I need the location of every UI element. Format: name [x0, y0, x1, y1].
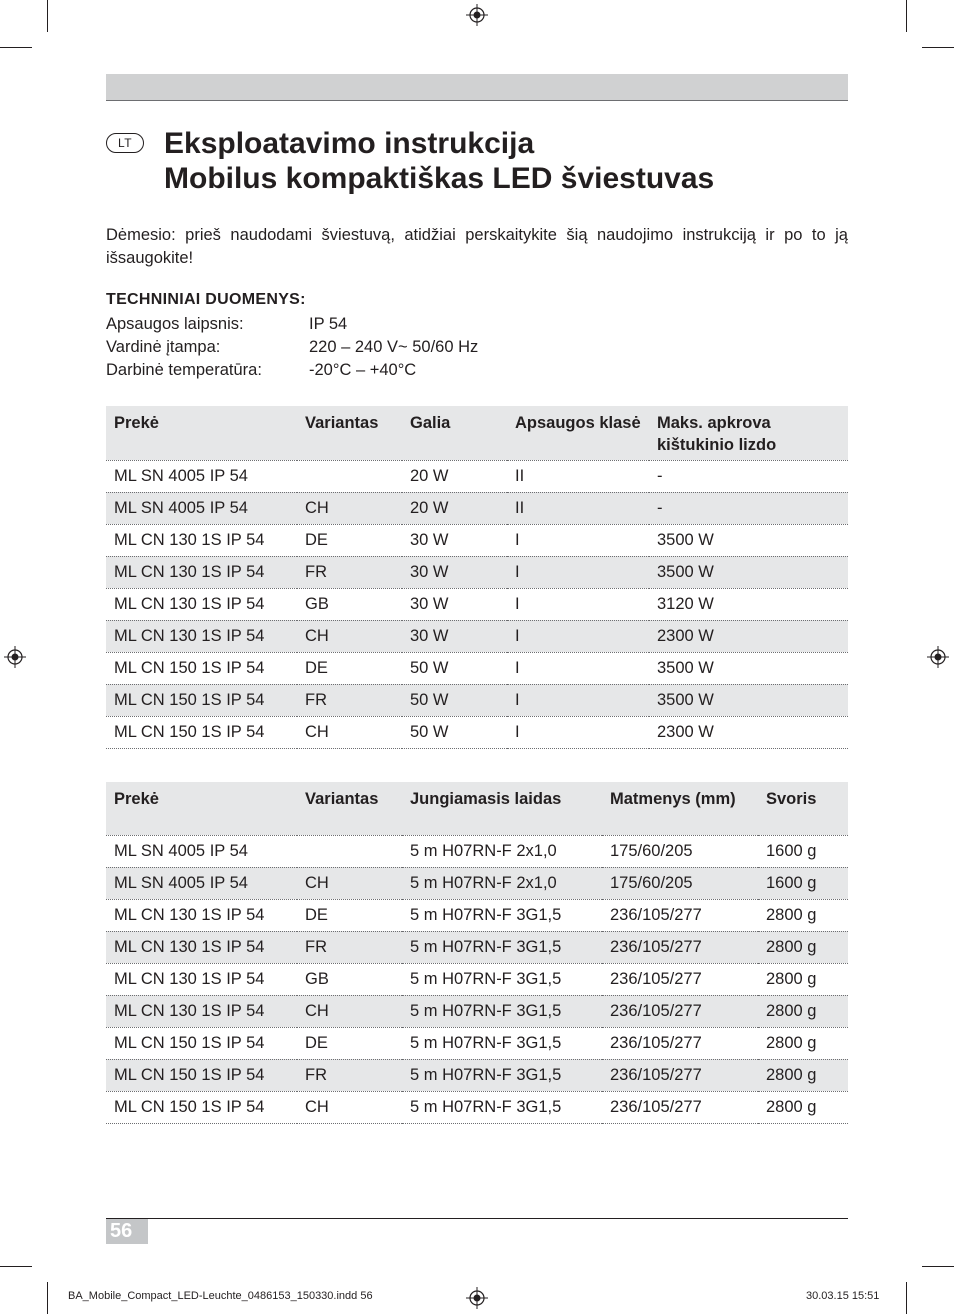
- table-cell: [297, 460, 402, 492]
- table-cell: DE: [297, 652, 402, 684]
- spec-value: -20°C – +40°C: [309, 361, 417, 379]
- language-badge: LT: [106, 133, 144, 153]
- table-row: [106, 835, 848, 867]
- spec-row: [106, 336, 479, 358]
- page-title-line-1: Eksploatavimo instrukcija: [164, 127, 535, 160]
- table-row: [106, 492, 848, 524]
- table-cell: ML CN 150 1S IP 54: [106, 716, 297, 748]
- table-cell: II: [507, 460, 649, 492]
- column-header: Svoris: [758, 782, 848, 835]
- table-cell: CH: [297, 716, 402, 748]
- table-cell: ML CN 130 1S IP 54: [106, 963, 297, 995]
- page-title-line-2: Mobilus kompaktiškas LED šviestuvas: [164, 162, 715, 195]
- table-cell: 30 W: [402, 588, 507, 620]
- table-cell: 1600 g: [758, 835, 848, 867]
- dimensions-table: [106, 782, 848, 1124]
- table-row: [106, 931, 848, 963]
- table-cell: DE: [297, 524, 402, 556]
- table-row: [106, 652, 848, 684]
- tech-specs-table: [106, 406, 848, 749]
- table-row: [106, 1059, 848, 1091]
- column-header: Maks. apkrova kištukinio lizdo: [649, 406, 848, 460]
- table-cell: 236/105/277: [602, 1091, 758, 1123]
- page-number: 56: [106, 1219, 148, 1244]
- table-cell: ML CN 130 1S IP 54: [106, 524, 297, 556]
- crop-mark: [922, 47, 954, 48]
- table-cell: CH: [297, 1091, 402, 1123]
- spec-label: Darbinė temperatūra:: [106, 361, 262, 379]
- table-cell: FR: [297, 556, 402, 588]
- table-cell: ML CN 150 1S IP 54: [106, 1027, 297, 1059]
- table-cell: FR: [297, 684, 402, 716]
- table-cell: 3500 W: [649, 524, 848, 556]
- table-row: [106, 1027, 848, 1059]
- table-cell: I: [507, 620, 649, 652]
- table-cell: I: [507, 716, 649, 748]
- column-header: Variantas: [297, 406, 402, 460]
- table-cell: 2800 g: [758, 931, 848, 963]
- table-cell: 236/105/277: [602, 963, 758, 995]
- column-header: Galia: [402, 406, 507, 460]
- spec-row: [106, 359, 417, 381]
- spec-value: 220 – 240 V~ 50/60 Hz: [309, 338, 479, 356]
- table-cell: CH: [297, 995, 402, 1027]
- table-cell: 3120 W: [649, 588, 848, 620]
- tech-data-heading: TECHNINIAI DUOMENYS:: [106, 291, 306, 308]
- table-cell: GB: [297, 963, 402, 995]
- table-cell: 20 W: [402, 460, 507, 492]
- table-row: [106, 1091, 848, 1123]
- table-row: [106, 620, 848, 652]
- table-cell: 236/105/277: [602, 899, 758, 931]
- table-cell: 1600 g: [758, 867, 848, 899]
- table-cell: 236/105/277: [602, 995, 758, 1027]
- table-row: [106, 899, 848, 931]
- table-cell: ML SN 4005 IP 54: [106, 867, 297, 899]
- registration-mark-icon: [927, 646, 949, 668]
- column-header: Jungiamasis laidas: [402, 782, 602, 835]
- table-cell: 236/105/277: [602, 1059, 758, 1091]
- table-cell: 2800 g: [758, 1059, 848, 1091]
- table-cell: 50 W: [402, 684, 507, 716]
- table-cell: ML CN 130 1S IP 54: [106, 588, 297, 620]
- crop-mark: [906, 1282, 907, 1314]
- spec-value: IP 54: [309, 315, 348, 333]
- table-cell: 50 W: [402, 652, 507, 684]
- table-cell: 5 m H07RN-F 3G1,5: [402, 1091, 602, 1123]
- table-cell: 30 W: [402, 620, 507, 652]
- table-cell: 175/60/205: [602, 867, 758, 899]
- table-cell: ML CN 150 1S IP 54: [106, 684, 297, 716]
- column-header: Prekė: [106, 406, 297, 460]
- column-header: Matmenys (mm): [602, 782, 758, 835]
- table-cell: CH: [297, 867, 402, 899]
- table-cell: I: [507, 652, 649, 684]
- table-cell: ML CN 150 1S IP 54: [106, 1091, 297, 1123]
- table-cell: FR: [297, 931, 402, 963]
- column-header: Variantas: [297, 782, 402, 835]
- spec-row: [106, 313, 348, 335]
- table-cell: 30 W: [402, 524, 507, 556]
- table-cell: 50 W: [402, 716, 507, 748]
- intro-warning: Dėmesio: prieš naudodami šviestuvą, atidžiai perskaitykite šią naudojimo instrukciją ir po to ją išsaugokite!: [106, 226, 848, 267]
- table-cell: 20 W: [402, 492, 507, 524]
- table-cell: 5 m H07RN-F 3G1,5: [402, 931, 602, 963]
- table-cell: I: [507, 556, 649, 588]
- table-cell: II: [507, 492, 649, 524]
- registration-mark-icon: [4, 646, 26, 668]
- table-cell: 5 m H07RN-F 3G1,5: [402, 899, 602, 931]
- table-cell: 2800 g: [758, 963, 848, 995]
- table-row: [106, 684, 848, 716]
- table-row: [106, 460, 848, 492]
- table-cell: 2800 g: [758, 1091, 848, 1123]
- column-header: Apsaugos klasė: [507, 406, 649, 460]
- table-cell: 3500 W: [649, 652, 848, 684]
- crop-mark: [922, 1266, 954, 1267]
- table-cell: 5 m H07RN-F 2x1,0: [402, 867, 602, 899]
- table-row: [106, 556, 848, 588]
- crop-mark: [0, 47, 32, 48]
- table-cell: FR: [297, 1059, 402, 1091]
- table-cell: ML CN 130 1S IP 54: [106, 556, 297, 588]
- slug-file-info: BA_Mobile_Compact_LED-Leuchte_0486153_150330.indd 56: [68, 1290, 373, 1302]
- crop-mark: [0, 1266, 32, 1267]
- table-cell: 2800 g: [758, 1027, 848, 1059]
- registration-mark-icon: [466, 1287, 488, 1309]
- table-cell: DE: [297, 899, 402, 931]
- table-cell: DE: [297, 1027, 402, 1059]
- table-cell: 236/105/277: [602, 931, 758, 963]
- table-row: [106, 524, 848, 556]
- table-cell: 2300 W: [649, 716, 848, 748]
- table-row: [106, 588, 848, 620]
- table-cell: 2800 g: [758, 899, 848, 931]
- table-cell: I: [507, 588, 649, 620]
- table-cell: 2800 g: [758, 995, 848, 1027]
- table-cell: 5 m H07RN-F 3G1,5: [402, 1027, 602, 1059]
- table-row: [106, 995, 848, 1027]
- table-cell: 236/105/277: [602, 1027, 758, 1059]
- slug-date-time: 30.03.15 15:51: [806, 1290, 880, 1302]
- table-cell: ML CN 130 1S IP 54: [106, 995, 297, 1027]
- table-cell: GB: [297, 588, 402, 620]
- table-cell: ML CN 150 1S IP 54: [106, 1059, 297, 1091]
- table-cell: 175/60/205: [602, 835, 758, 867]
- table-cell: ML CN 130 1S IP 54: [106, 931, 297, 963]
- table-cell: ML SN 4005 IP 54: [106, 835, 297, 867]
- table-cell: I: [507, 684, 649, 716]
- table-cell: 30 W: [402, 556, 507, 588]
- table-cell: [297, 835, 402, 867]
- table-cell: CH: [297, 620, 402, 652]
- table-cell: 5 m H07RN-F 3G1,5: [402, 1059, 602, 1091]
- table-cell: I: [507, 524, 649, 556]
- table-row: [106, 963, 848, 995]
- header-bar: [106, 74, 848, 101]
- crop-mark: [47, 0, 48, 32]
- table-cell: ML CN 150 1S IP 54: [106, 652, 297, 684]
- table-cell: ML SN 4005 IP 54: [106, 492, 297, 524]
- spec-label: Vardinė įtampa:: [106, 338, 221, 356]
- registration-mark-icon: [466, 4, 488, 26]
- table-cell: ML CN 130 1S IP 54: [106, 899, 297, 931]
- table-cell: ML CN 130 1S IP 54: [106, 620, 297, 652]
- spec-label: Apsaugos laipsnis:: [106, 315, 244, 333]
- table-cell: -: [649, 460, 848, 492]
- footer-rule: [106, 1218, 848, 1219]
- table-cell: -: [649, 492, 848, 524]
- table-row: [106, 716, 848, 748]
- table-cell: ML SN 4005 IP 54: [106, 460, 297, 492]
- crop-mark: [47, 1282, 48, 1314]
- table-cell: CH: [297, 492, 402, 524]
- column-header: Prekė: [106, 782, 297, 835]
- crop-mark: [906, 0, 907, 32]
- table-cell: 5 m H07RN-F 3G1,5: [402, 963, 602, 995]
- table-cell: 3500 W: [649, 556, 848, 588]
- table-cell: 5 m H07RN-F 2x1,0: [402, 835, 602, 867]
- table-row: [106, 867, 848, 899]
- table-cell: 3500 W: [649, 684, 848, 716]
- table-cell: 2300 W: [649, 620, 848, 652]
- table-cell: 5 m H07RN-F 3G1,5: [402, 995, 602, 1027]
